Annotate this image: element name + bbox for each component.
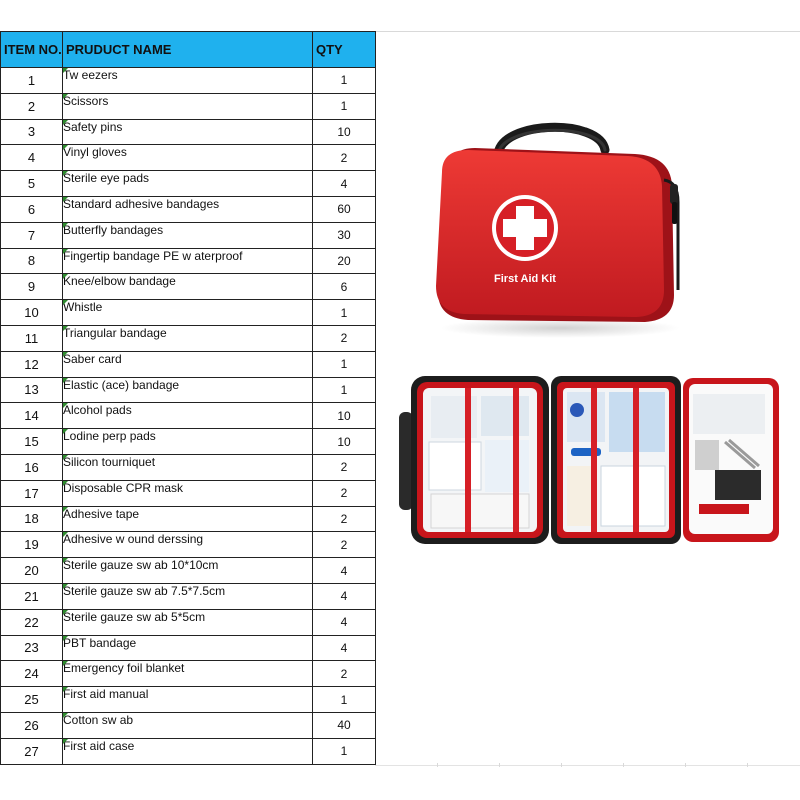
open-first-aid-kit-photo [395,370,785,550]
product-name-cell: Whistle [63,300,313,326]
item-number-cell: 26 [1,712,63,738]
product-name-cell: Triangular bandage [63,325,313,351]
table-row [1,351,376,377]
item-number-cell: 23 [1,635,63,661]
product-name-cell: Cotton sw ab [63,712,313,738]
product-name-cell: Vinyl gloves [63,145,313,171]
table-row [1,119,376,145]
product-name-cell: First aid case [63,738,313,764]
quantity-cell: 30 [313,222,376,248]
product-name-cell: Safety pins [63,119,313,145]
item-number-cell: 7 [1,222,63,248]
table-row [1,300,376,326]
product-name-cell: First aid manual [63,687,313,713]
quantity-cell: 1 [313,377,376,403]
product-name-cell: Lodine perp pads [63,429,313,455]
quantity-cell: 6 [313,274,376,300]
item-number-cell: 8 [1,248,63,274]
table-row [1,274,376,300]
product-name-cell: Knee/elbow bandage [63,274,313,300]
item-number-cell: 25 [1,687,63,713]
item-number-cell: 19 [1,532,63,558]
header-product-name: PRUDUCT NAME [63,32,313,68]
quantity-cell: 1 [313,687,376,713]
item-number-cell: 13 [1,377,63,403]
item-number-cell: 24 [1,661,63,687]
quantity-cell: 2 [313,506,376,532]
quantity-cell: 40 [313,712,376,738]
quantity-cell: 2 [313,145,376,171]
sheet-gridline [375,765,800,766]
table-row [1,712,376,738]
quantity-cell: 1 [313,68,376,94]
quantity-cell: 4 [313,583,376,609]
quantity-cell: 2 [313,454,376,480]
table-row [1,661,376,687]
item-number-cell: 10 [1,300,63,326]
quantity-cell: 4 [313,635,376,661]
item-number-cell: 11 [1,325,63,351]
quantity-cell: 1 [313,93,376,119]
quantity-cell: 4 [313,171,376,197]
product-name-cell: Saber card [63,351,313,377]
quantity-cell: 1 [313,738,376,764]
table-row [1,506,376,532]
table-row [1,377,376,403]
table-row [1,171,376,197]
item-number-cell: 27 [1,738,63,764]
quantity-cell: 4 [313,609,376,635]
header-item-no: ITEM NO. [1,32,63,68]
product-name-cell: Silicon tourniquet [63,454,313,480]
quantity-cell: 1 [313,300,376,326]
table-row [1,196,376,222]
item-number-cell: 14 [1,403,63,429]
table-row [1,222,376,248]
quantity-cell: 2 [313,480,376,506]
product-name-cell: Adhesive w ound derssing [63,532,313,558]
product-name-cell: Standard adhesive bandages [63,196,313,222]
table-header-row [1,32,376,68]
product-name-cell: Butterfly bandages [63,222,313,248]
sheet-top-margin [0,0,800,31]
product-name-cell: Tw eezers [63,68,313,94]
table-row [1,532,376,558]
product-name-cell: Adhesive tape [63,506,313,532]
table-row [1,687,376,713]
table-row [1,68,376,94]
kit-label: First Aid Kit [494,273,556,285]
closed-first-aid-kit-photo [420,110,690,340]
product-name-cell: Sterile eye pads [63,171,313,197]
quantity-cell: 2 [313,325,376,351]
product-name-cell: Alcohol pads [63,403,313,429]
item-number-cell: 6 [1,196,63,222]
quantity-cell: 2 [313,532,376,558]
quantity-cell: 60 [313,196,376,222]
header-qty: QTY [313,32,376,68]
item-number-cell: 15 [1,429,63,455]
item-number-cell: 2 [1,93,63,119]
product-name-cell: Disposable CPR mask [63,480,313,506]
table-row [1,635,376,661]
table-row [1,609,376,635]
table-row [1,480,376,506]
item-number-cell: 21 [1,583,63,609]
quantity-cell: 10 [313,403,376,429]
product-name-cell: Sterile gauze sw ab 7.5*7.5cm [63,583,313,609]
quantity-cell: 20 [313,248,376,274]
quantity-cell: 10 [313,429,376,455]
quantity-cell: 2 [313,661,376,687]
quantity-cell: 1 [313,351,376,377]
item-number-cell: 3 [1,119,63,145]
product-name-cell: Sterile gauze sw ab 5*5cm [63,609,313,635]
quantity-cell: 10 [313,119,376,145]
item-number-cell: 18 [1,506,63,532]
item-number-cell: 20 [1,558,63,584]
product-name-cell: Fingertip bandage PE w aterproof [63,248,313,274]
item-number-cell: 16 [1,454,63,480]
item-number-cell: 12 [1,351,63,377]
item-number-cell: 9 [1,274,63,300]
product-name-cell: Sterile gauze sw ab 10*10cm [63,558,313,584]
item-number-cell: 17 [1,480,63,506]
item-number-cell: 5 [1,171,63,197]
item-number-cell: 1 [1,68,63,94]
table-row [1,403,376,429]
quantity-cell: 4 [313,558,376,584]
item-number-cell: 22 [1,609,63,635]
table-row [1,454,376,480]
product-name-cell: Elastic (ace) bandage [63,377,313,403]
table-row [1,145,376,171]
table-row [1,583,376,609]
table-row [1,429,376,455]
item-number-cell: 4 [1,145,63,171]
table-row [1,325,376,351]
table-row [1,93,376,119]
table-row [1,558,376,584]
table-row [1,248,376,274]
product-name-cell: Scissors [63,93,313,119]
table-row [1,738,376,764]
product-table [0,31,376,765]
product-name-cell: PBT bandage [63,635,313,661]
product-name-cell: Emergency foil blanket [63,661,313,687]
